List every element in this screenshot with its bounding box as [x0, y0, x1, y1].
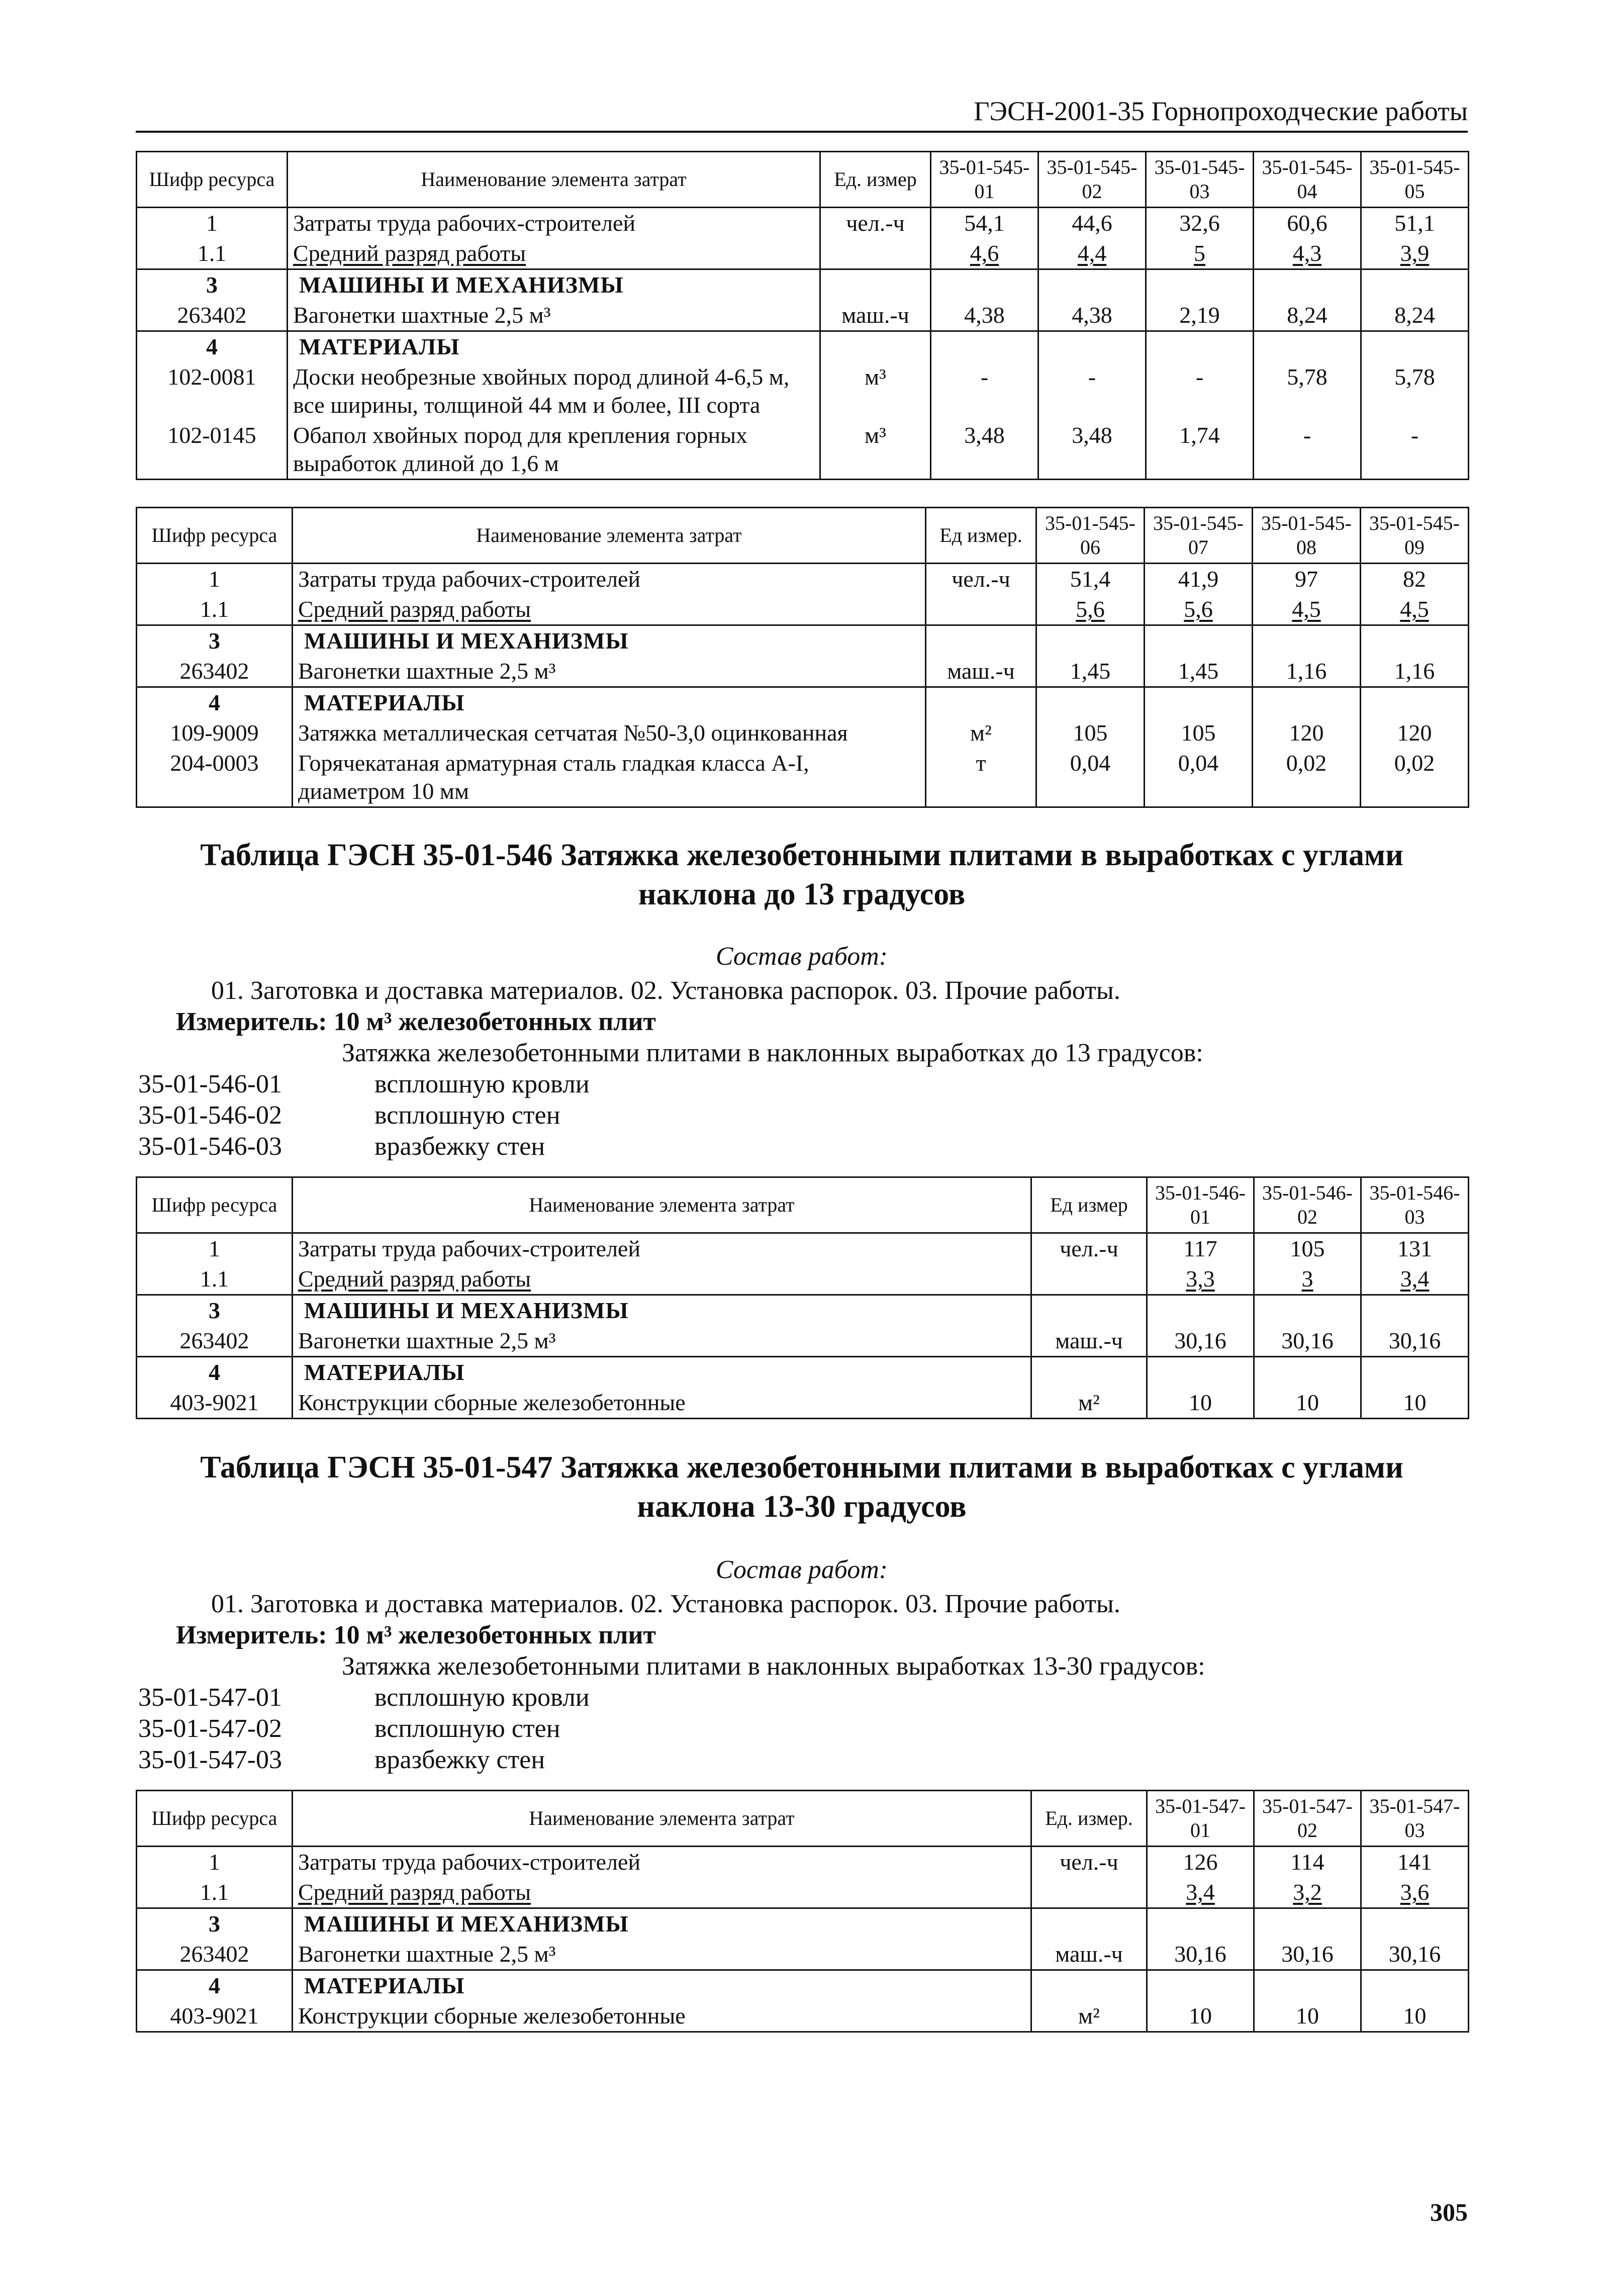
norm-value-cell [1361, 1970, 1469, 2001]
col-header-unit: Ед. измер. [1031, 1791, 1147, 1847]
unit-cell: чел.-ч [820, 208, 931, 239]
norm-value-cell: 4,38 [931, 300, 1038, 331]
norm-value-cell: 30,16 [1254, 1939, 1361, 1970]
col-header-norm: 35-01-545-08 [1253, 508, 1361, 564]
cost-element-name-cell: Средний разряд работы [288, 238, 820, 269]
norm-value-cell: 3,3 [1147, 1264, 1254, 1295]
unit-cell: маш.-ч [1031, 1326, 1147, 1357]
cost-element-name-cell: Средний разряд работы [293, 594, 926, 625]
unit-cell: маш.-ч [926, 656, 1036, 687]
table-row [137, 656, 1469, 687]
norm-code-547-03: 35-01-547-03 [138, 1746, 282, 1774]
norm-code-546-02: 35-01-546-02 [138, 1101, 282, 1130]
norm-value-cell: 41,9 [1145, 564, 1253, 595]
resource-code-cell: 1.1 [137, 1877, 293, 1908]
norm-value-cell: 4,3 [1254, 238, 1361, 269]
col-header-name: Наименование элемента затрат [288, 152, 820, 208]
resource-code-cell: 263402 [137, 300, 288, 331]
norm-value-cell: 1,16 [1361, 656, 1469, 687]
norm-value-cell: 30,16 [1254, 1326, 1361, 1357]
cost-element-name-cell: МАШИНЫ И МЕХАНИЗМЫ [293, 1908, 1031, 1940]
norm-value-cell [931, 269, 1038, 301]
cost-element-name-cell: МАТЕРИАЛЫ [293, 687, 926, 718]
norm-value-cell [1147, 1357, 1254, 1388]
unit-cell [926, 625, 1036, 657]
norm-value-cell: 44,6 [1038, 208, 1146, 239]
cost-element-name-cell: МАТЕРИАЛЫ [288, 331, 820, 362]
running-header: ГЭСН-2001-35 Горнопроходческие работы [136, 95, 1468, 133]
resource-code-cell: 3 [137, 625, 293, 657]
resource-code-cell: 1 [137, 1233, 293, 1264]
cost-element-name-cell: Конструкции сборные железобетонные [293, 2001, 1031, 2032]
cost-element-name-cell: Средний разряд работы [293, 1877, 1031, 1908]
norm-value-cell [1361, 687, 1469, 718]
cost-element-name-cell: Затраты труда рабочих-строителей [288, 208, 820, 239]
resource-code-cell: 1.1 [137, 594, 293, 625]
resource-code-cell: 4 [137, 1357, 293, 1388]
norm-value-cell: 10 [1147, 2001, 1254, 2032]
table-header [137, 152, 1469, 208]
resource-code-cell: 3 [137, 1908, 293, 1940]
norm-value-cell: 1,45 [1036, 656, 1145, 687]
table-row [137, 718, 1469, 748]
norm-value-cell [1038, 331, 1146, 362]
col-header-norm: 35-01-545-04 [1254, 152, 1361, 208]
resource-code-cell: 403-9021 [137, 1388, 293, 1419]
resource-code-cell: 3 [137, 269, 288, 301]
norm-value-cell: 97 [1253, 564, 1361, 595]
col-header-norm: 35-01-545-09 [1361, 508, 1469, 564]
col-header-unit: Ед. измер [820, 152, 931, 208]
cost-element-name-cell: Вагонетки шахтные 2,5 м³ [293, 1326, 1031, 1357]
table-row [137, 2001, 1469, 2032]
unit-cell: маш.-ч [820, 300, 931, 331]
norm-value-cell: - [1361, 420, 1469, 480]
table-row [137, 300, 1469, 331]
unit-cell: чел.-ч [1031, 1847, 1147, 1878]
norm-table-547 [136, 1790, 1469, 2033]
section-546-intro: Затяжка железобетонными плитами в наклонных выработках до 13 градусов: [342, 1039, 1203, 1067]
table-header [137, 1177, 1469, 1233]
table-row [137, 420, 1469, 480]
unit-cell: чел.-ч [926, 564, 1036, 595]
norm-value-cell: 10 [1361, 1388, 1469, 1419]
cost-element-name-cell: Обапол хвойных пород для крепления горных выработок длиной до 1,6 м [288, 420, 820, 480]
izmeritel-546-value: 10 м³ железобетонных плит [333, 1007, 656, 1036]
norm-value-cell: 82 [1361, 564, 1469, 595]
table-row [137, 331, 1469, 362]
resource-code-cell: 1.1 [137, 1264, 293, 1295]
norm-desc-546-02: всплошную стен [374, 1101, 560, 1130]
izmeritel-547-value: 10 м³ железобетонных плит [333, 1621, 656, 1649]
norm-value-cell [1146, 331, 1254, 362]
norm-value-cell: 54,1 [931, 208, 1038, 239]
unit-cell [926, 594, 1036, 625]
table-547-title-line1: Таблица ГЭСН 35-01-547 Затяжка железобетонными плитами в выработках с углами [200, 1450, 1403, 1485]
norm-value-cell: 60,6 [1254, 208, 1361, 239]
table-row [137, 594, 1469, 625]
cost-element-name-cell: МАШИНЫ И МЕХАНИЗМЫ [288, 269, 820, 301]
norm-value-cell: 131 [1361, 1233, 1469, 1264]
norm-value-cell [1036, 687, 1145, 718]
unit-cell [1031, 1295, 1147, 1326]
cost-element-name-cell: Конструкции сборные железобетонные [293, 1388, 1031, 1419]
norm-value-cell: 10 [1254, 1388, 1361, 1419]
norm-value-cell: 10 [1254, 2001, 1361, 2032]
section-547-intro: Затяжка железобетонными плитами в наклонных выработках 13-30 градусов: [342, 1652, 1205, 1681]
col-header-name: Наименование элемента затрат [293, 1791, 1031, 1847]
norm-value-cell: 30,16 [1147, 1939, 1254, 1970]
norm-code-546-03: 35-01-546-03 [138, 1132, 282, 1161]
resource-code-cell: 1 [137, 1847, 293, 1878]
norm-value-cell [1253, 687, 1361, 718]
norm-value-cell: 0,02 [1361, 748, 1469, 807]
norm-value-cell: 0,04 [1036, 748, 1145, 807]
unit-cell: м² [926, 718, 1036, 748]
norm-value-cell [1361, 269, 1469, 301]
sostav-rabot-546-text: 01. Заготовка и доставка материалов. 02. Установка распорок. 03. Прочие работы. [211, 976, 1120, 1005]
table-row [137, 1295, 1469, 1326]
norm-value-cell [1038, 269, 1146, 301]
norm-value-cell: 32,6 [1146, 208, 1254, 239]
resource-code-cell: 3 [137, 1295, 293, 1326]
col-header-unit: Ед измер [1031, 1177, 1147, 1233]
norm-value-cell: 126 [1147, 1847, 1254, 1878]
norm-value-cell: 120 [1361, 718, 1469, 748]
norm-value-cell: 8,24 [1361, 300, 1469, 331]
norm-value-cell [1254, 1295, 1361, 1326]
norm-value-cell [1254, 1970, 1361, 2001]
col-header-norm: 35-01-546-02 [1254, 1177, 1361, 1233]
unit-cell [820, 269, 931, 301]
norm-value-cell: 141 [1361, 1847, 1469, 1878]
col-header-norm: 35-01-545-02 [1038, 152, 1146, 208]
resource-code-cell: 4 [137, 1970, 293, 2001]
cost-element-name-cell: Затраты труда рабочих-строителей [293, 1233, 1031, 1264]
norm-value-cell: 4,38 [1038, 300, 1146, 331]
norm-code-546-01: 35-01-546-01 [138, 1070, 282, 1098]
norm-value-cell: 5,6 [1145, 594, 1253, 625]
table-row [137, 238, 1469, 269]
norm-value-cell: 5,6 [1036, 594, 1145, 625]
unit-cell: м³ [820, 362, 931, 420]
unit-cell: м² [1031, 2001, 1147, 2032]
col-header-code: Шифр ресурса [137, 508, 293, 564]
table-row [137, 1939, 1469, 1970]
norm-value-cell [1254, 269, 1361, 301]
norm-value-cell [1145, 687, 1253, 718]
col-header-norm: 35-01-545-01 [931, 152, 1038, 208]
norm-value-cell [1036, 625, 1145, 657]
unit-cell [1031, 1970, 1147, 2001]
norm-value-cell: 5,78 [1361, 362, 1469, 420]
norm-value-cell [1361, 625, 1469, 657]
norm-value-cell [1361, 1295, 1469, 1326]
cost-element-name-cell: Затраты труда рабочих-строителей [293, 1847, 1031, 1878]
cost-element-name-cell: МАШИНЫ И МЕХАНИЗМЫ [293, 1295, 1031, 1326]
unit-cell [1031, 1877, 1147, 1908]
norm-value-cell: 3,48 [1038, 420, 1146, 480]
table-row [137, 1233, 1469, 1264]
col-header-norm: 35-01-547-03 [1361, 1791, 1469, 1847]
table-row [137, 269, 1469, 301]
norm-value-cell: 10 [1361, 2001, 1469, 2032]
norm-value-cell: 120 [1253, 718, 1361, 748]
norm-value-cell: 0,02 [1253, 748, 1361, 807]
table-row [137, 208, 1469, 239]
norm-value-cell [1361, 331, 1469, 362]
norm-value-cell [931, 331, 1038, 362]
resource-code-cell: 1 [137, 564, 293, 595]
izmeritel-547 [176, 1620, 656, 1651]
norm-value-cell: 3,2 [1254, 1877, 1361, 1908]
norm-value-cell: 3,48 [931, 420, 1038, 480]
table-546-title-line1: Таблица ГЭСН 35-01-546 Затяжка железобетонными плитами в выработках с углами [200, 838, 1403, 872]
norm-value-cell: 3,6 [1361, 1877, 1469, 1908]
norm-value-cell [1147, 1908, 1254, 1940]
resource-code-cell: 1.1 [137, 238, 288, 269]
table-row [137, 1326, 1469, 1357]
norm-value-cell: - [931, 362, 1038, 420]
sostav-rabot-547-label: Состав работ: [715, 1555, 888, 1584]
cost-element-name-cell: Затяжка металлическая сетчатая №50-3,0 оцинкованная [293, 718, 926, 748]
col-header-unit: Ед измер. [926, 508, 1036, 564]
norm-value-cell [1253, 625, 1361, 657]
resource-code-cell: 4 [137, 687, 293, 718]
izmeritel-546 [176, 1006, 656, 1038]
norm-table-545-part1 [136, 151, 1469, 480]
norm-value-cell: 105 [1145, 718, 1253, 748]
norm-value-cell: - [1254, 420, 1361, 480]
norm-desc-547-02: всплошную стен [374, 1714, 560, 1743]
resource-code-cell: 204-0003 [137, 748, 293, 807]
table-row [137, 748, 1469, 807]
norm-value-cell: 3 [1254, 1264, 1361, 1295]
cost-element-name-cell: Вагонетки шахтные 2,5 м³ [293, 656, 926, 687]
norm-value-cell: 30,16 [1361, 1326, 1469, 1357]
norm-value-cell: 117 [1147, 1233, 1254, 1264]
unit-cell [1031, 1908, 1147, 1940]
norm-value-cell: 105 [1036, 718, 1145, 748]
norm-value-cell: 4,5 [1253, 594, 1361, 625]
col-header-name: Наименование элемента затрат [293, 1177, 1031, 1233]
unit-cell: м³ [820, 420, 931, 480]
norm-value-cell: 5 [1146, 238, 1254, 269]
norm-value-cell: 3,9 [1361, 238, 1469, 269]
col-header-norm: 35-01-546-01 [1147, 1177, 1254, 1233]
table-547-title-line2: наклона 13-30 градусов [637, 1490, 967, 1524]
norm-value-cell: 4,4 [1038, 238, 1146, 269]
unit-cell [820, 238, 931, 269]
col-header-norm: 35-01-545-03 [1146, 152, 1254, 208]
col-header-code: Шифр ресурса [137, 1177, 293, 1233]
resource-code-cell: 102-0145 [137, 420, 288, 480]
norm-value-cell [1254, 1908, 1361, 1940]
col-header-norm: 35-01-545-05 [1361, 152, 1469, 208]
cost-element-name-cell: Затраты труда рабочих-строителей [293, 564, 926, 595]
cost-element-name-cell: МАТЕРИАЛЫ [293, 1970, 1031, 2001]
norm-value-cell: 3,4 [1361, 1264, 1469, 1295]
sostav-rabot-546-label: Состав работ: [715, 942, 888, 971]
cost-element-name-cell: Доски необрезные хвойных пород длиной 4-6,5 м, все ширины, толщиной 44 мм и более, III сорта [288, 362, 820, 420]
resource-code-cell: 263402 [137, 1326, 293, 1357]
izmeritel-547-label: Измеритель: [176, 1621, 327, 1649]
cost-element-name-cell: Вагонетки шахтные 2,5 м³ [293, 1939, 1031, 1970]
resource-code-cell: 263402 [137, 656, 293, 687]
col-header-norm: 35-01-545-06 [1036, 508, 1145, 564]
resource-code-cell: 4 [137, 331, 288, 362]
unit-cell: т [926, 748, 1036, 807]
norm-table-545-part2 [136, 507, 1469, 808]
col-header-norm: 35-01-547-01 [1147, 1791, 1254, 1847]
table-row [137, 1877, 1469, 1908]
norm-value-cell: 105 [1254, 1233, 1361, 1264]
resource-code-cell: 403-9021 [137, 2001, 293, 2032]
norm-value-cell: 4,6 [931, 238, 1038, 269]
table-row [137, 1388, 1469, 1419]
table-row [137, 1357, 1469, 1388]
col-header-name: Наименование элемента затрат [293, 508, 926, 564]
unit-cell: чел.-ч [1031, 1233, 1147, 1264]
resource-code-cell: 1 [137, 208, 288, 239]
norm-value-cell [1146, 269, 1254, 301]
norm-value-cell: 5,78 [1254, 362, 1361, 420]
cost-element-name-cell: Вагонетки шахтные 2,5 м³ [288, 300, 820, 331]
resource-code-cell: 109-9009 [137, 718, 293, 748]
norm-value-cell: 4,5 [1361, 594, 1469, 625]
cost-element-name-cell: Средний разряд работы [293, 1264, 1031, 1295]
norm-value-cell [1361, 1908, 1469, 1940]
col-header-norm: 35-01-546-03 [1361, 1177, 1469, 1233]
resource-code-cell: 102-0081 [137, 362, 288, 420]
norm-value-cell [1147, 1970, 1254, 2001]
norm-code-547-01: 35-01-547-01 [138, 1683, 282, 1712]
norm-value-cell [1147, 1295, 1254, 1326]
table-row [137, 625, 1469, 657]
cost-element-name-cell: МАТЕРИАЛЫ [293, 1357, 1031, 1388]
cost-element-name-cell: Горячекатаная арматурная сталь гладкая класса А-I, диаметром 10 мм [293, 748, 926, 807]
norm-code-547-02: 35-01-547-02 [138, 1714, 282, 1743]
norm-value-cell: 1,16 [1253, 656, 1361, 687]
col-header-code: Шифр ресурса [137, 1791, 293, 1847]
norm-value-cell: 0,04 [1145, 748, 1253, 807]
norm-desc-547-03: вразбежку стен [374, 1746, 545, 1774]
col-header-norm: 35-01-547-02 [1254, 1791, 1361, 1847]
norm-desc-546-01: всплошную кровли [374, 1070, 590, 1098]
table-row [137, 1908, 1469, 1940]
table-header [137, 1791, 1469, 1847]
norm-desc-547-01: всплошную кровли [374, 1683, 590, 1712]
norm-value-cell [1361, 1357, 1469, 1388]
page-number: 305 [1430, 2198, 1468, 2226]
table-row [137, 687, 1469, 718]
norm-value-cell: 30,16 [1147, 1326, 1254, 1357]
col-header-norm: 35-01-545-07 [1145, 508, 1253, 564]
norm-value-cell: 1,74 [1146, 420, 1254, 480]
unit-cell: маш.-ч [1031, 1939, 1147, 1970]
norm-value-cell [1254, 331, 1361, 362]
norm-value-cell: - [1038, 362, 1146, 420]
norm-value-cell: 30,16 [1361, 1939, 1469, 1970]
norm-value-cell: 10 [1147, 1388, 1254, 1419]
norm-desc-546-03: вразбежку стен [374, 1132, 545, 1161]
unit-cell: м² [1031, 1388, 1147, 1419]
table-row [137, 1847, 1469, 1878]
table-row [137, 1970, 1469, 2001]
norm-value-cell: 51,1 [1361, 208, 1469, 239]
norm-value-cell: - [1146, 362, 1254, 420]
col-header-code: Шифр ресурса [137, 152, 288, 208]
norm-value-cell: 3,4 [1147, 1877, 1254, 1908]
norm-value-cell: 1,45 [1145, 656, 1253, 687]
norm-value-cell [1254, 1357, 1361, 1388]
table-row [137, 1264, 1469, 1295]
cost-element-name-cell: МАШИНЫ И МЕХАНИЗМЫ [293, 625, 926, 657]
unit-cell [1031, 1357, 1147, 1388]
table-header [137, 508, 1469, 564]
norm-value-cell: 114 [1254, 1847, 1361, 1878]
izmeritel-546-label: Измеритель: [176, 1007, 327, 1036]
table-row [137, 564, 1469, 595]
norm-value-cell [1145, 625, 1253, 657]
table-546-title-line2: наклона до 13 градусов [638, 877, 966, 911]
norm-value-cell: 8,24 [1254, 300, 1361, 331]
sostav-rabot-547-text: 01. Заготовка и доставка материалов. 02. Установка распорок. 03. Прочие работы. [211, 1590, 1120, 1618]
norm-value-cell: 2,19 [1146, 300, 1254, 331]
unit-cell [820, 331, 931, 362]
resource-code-cell: 263402 [137, 1939, 293, 1970]
table-row [137, 362, 1469, 420]
unit-cell [926, 687, 1036, 718]
norm-table-546 [136, 1176, 1469, 1419]
norm-value-cell: 51,4 [1036, 564, 1145, 595]
unit-cell [1031, 1264, 1147, 1295]
